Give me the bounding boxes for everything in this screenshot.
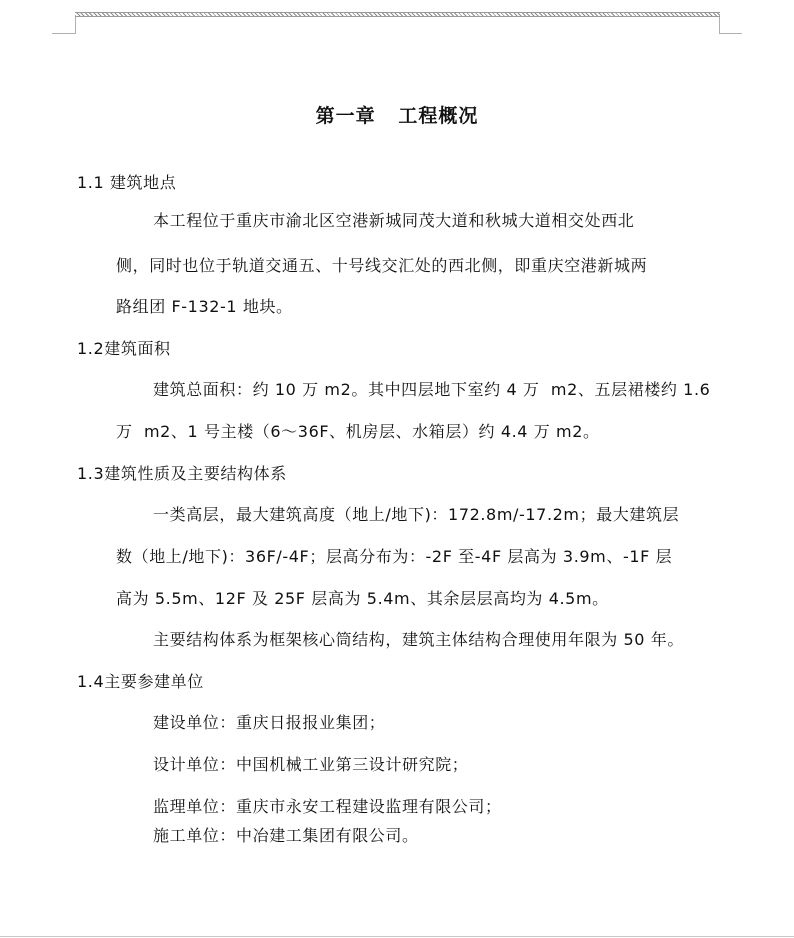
body-line: 一类高层，最大建筑高度（地上/地下)：172.8m/-17.2m；最大建筑层 xyxy=(153,505,680,524)
body-line: 万 m2、1 号主楼（6～36F、机房层、水箱层）约 4.4 万 m2。 xyxy=(116,422,600,441)
crop-mark-left-horizontal xyxy=(52,33,75,34)
header-border xyxy=(75,12,720,17)
chapter-title: 第一章 工程概况 xyxy=(315,105,479,127)
section-heading-area: 1.2建筑面积 xyxy=(77,339,171,358)
body-line: 路组团 F-132-1 地块。 xyxy=(116,297,293,316)
page-bottom-edge xyxy=(0,936,794,937)
body-line: 高为 5.5m、12F 及 25F 层高为 5.4m、其余层层高均为 4.5m。 xyxy=(116,589,609,608)
section-heading-location: 1.1 建筑地点 xyxy=(77,173,177,192)
section-heading-participants: 1.4主要参建单位 xyxy=(77,672,204,691)
crop-mark-left-vertical xyxy=(75,17,76,34)
body-line: 侧，同时也位于轨道交通五、十号线交汇处的西北侧，即重庆空港新城两 xyxy=(116,256,648,275)
body-line: 主要结构体系为框架核心筒结构，建筑主体结构合理使用年限为 50 年。 xyxy=(153,630,684,649)
body-line: 建筑总面积：约 10 万 m2。其中四层地下室约 4 万 m2、五层裙楼约 1.6 xyxy=(153,380,711,399)
participant-developer: 建设单位：重庆日报报业集团； xyxy=(153,713,386,732)
crop-mark-right-horizontal xyxy=(719,33,742,34)
participant-contractor: 施工单位：中冶建工集团有限公司。 xyxy=(153,826,419,845)
participant-designer: 设计单位：中国机械工业第三设计研究院； xyxy=(153,755,469,774)
body-line: 数（地上/地下)：36F/-4F；层高分布为：-2F 至-4F 层高为 3.9m、-1F 层 xyxy=(116,547,673,566)
crop-mark-right-vertical xyxy=(719,17,720,34)
section-heading-structure: 1.3建筑性质及主要结构体系 xyxy=(77,464,287,483)
body-line: 本工程位于重庆市渝北区空港新城同茂大道和秋城大道相交处西北 xyxy=(153,211,635,230)
participant-supervisor: 监理单位：重庆市永安工程建设监理有限公司； xyxy=(153,797,502,816)
